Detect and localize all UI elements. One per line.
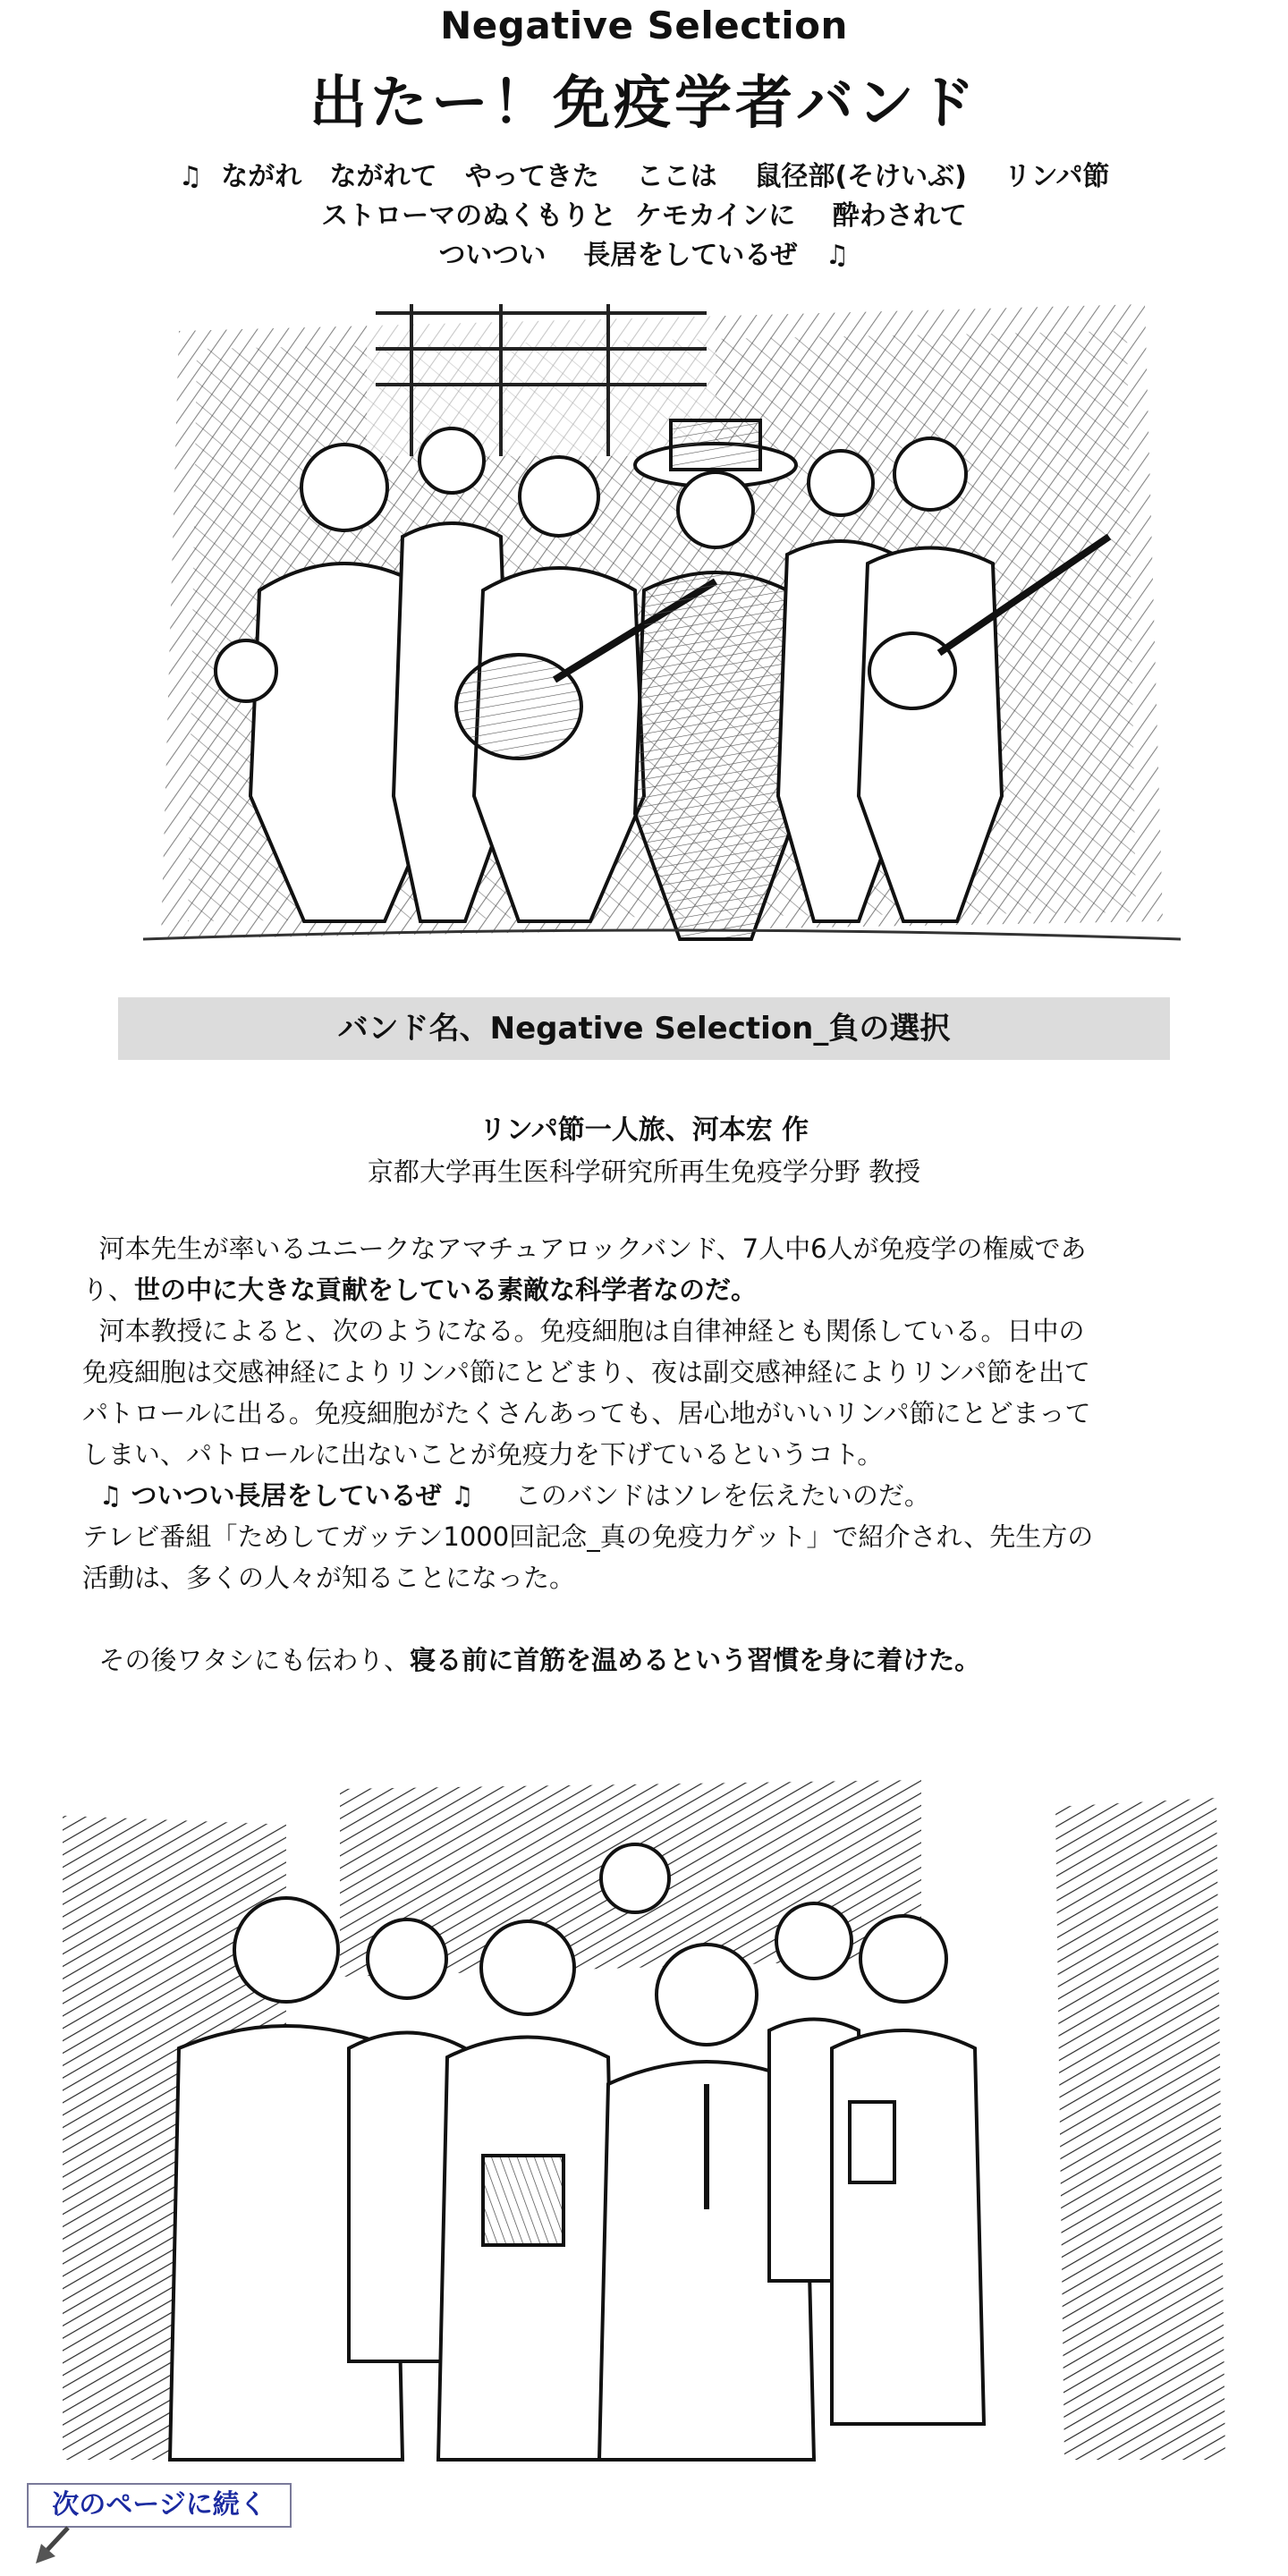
body-text: その後ワタシにも伝わり、 bbox=[98, 1645, 411, 1675]
author-affiliation: 京都大学再生医科学研究所再生免疫学分野 教授 bbox=[367, 1157, 921, 1187]
body-line: しまい、パトロールに出ないことが免疫力を下げているというコト。 bbox=[82, 1439, 884, 1470]
arrow-down-left-icon bbox=[32, 2524, 77, 2569]
song-lyrics bbox=[0, 157, 1288, 275]
band-illustration bbox=[143, 295, 1181, 957]
next-page-button[interactable]: 次のページに続く bbox=[27, 2483, 292, 2528]
body-line bbox=[82, 1228, 1227, 1269]
lyrics-line: ♫ ながれ ながれて やってきた ここは 鼠径部(そけいぶ) リンパ節 bbox=[178, 161, 1110, 192]
lyrics-line: ついつい 長居をしているぜ ♫ bbox=[438, 240, 850, 271]
body-line bbox=[82, 1310, 1227, 1352]
lyrics-line: ストローマのぬくもりと ケモカインに 酔わされて bbox=[321, 200, 967, 232]
body-line: 免疫細胞は交感神経によりリンパ節にとどまり、夜は副交感神経によりリンパ節を出て bbox=[82, 1357, 1090, 1387]
body-line: テレビ番組「ためしてガッテン1000回記念_真の免疫力ゲット」で紹介され、先生方の bbox=[82, 1521, 1094, 1552]
article-body bbox=[82, 1228, 1227, 1681]
group-portrait-illustration bbox=[63, 1780, 1252, 2478]
body-emphasis: 世の中に大きな貢献をしている素敵な科学者なのだ。 bbox=[134, 1275, 758, 1305]
body-line bbox=[82, 1475, 1227, 1516]
body-line: 活動は、多くの人々が知ることになった。 bbox=[82, 1563, 576, 1593]
body-line bbox=[82, 1640, 1227, 1681]
body-emphasis: ♫ ついつい長居をしているぜ ♫ bbox=[98, 1480, 474, 1511]
body-line bbox=[82, 1269, 1227, 1310]
body-line: パトロールに出る。免疫細胞がたくさんあっても、居心地がいいリンパ節にとどまって bbox=[82, 1398, 1091, 1428]
body-text: 河本先生が率いるユニークなアマチュアロックバンド、7人中6人が免疫学の権威であ bbox=[98, 1233, 1087, 1264]
body-text: り、 bbox=[82, 1275, 135, 1305]
page-title-en: Negative Selection bbox=[440, 4, 848, 47]
author-credit: リンパ節一人旅、河本宏 作 bbox=[479, 1114, 809, 1146]
body-emphasis: 寝る前に首筋を温めるという習慣を身に着けた。 bbox=[410, 1645, 981, 1675]
page-title: 出たー！免疫学者バンド bbox=[309, 71, 979, 137]
band-name-banner: バンド名、Negative Selection_負の選択 bbox=[118, 997, 1170, 1060]
body-text: このバンドはソレを伝えたいのだ。 bbox=[514, 1480, 930, 1511]
body-line bbox=[82, 1598, 1227, 1640]
body-text: 河本教授によると、次のようになる。免疫細胞は自律神経とも関係している。日中の bbox=[98, 1316, 1085, 1346]
